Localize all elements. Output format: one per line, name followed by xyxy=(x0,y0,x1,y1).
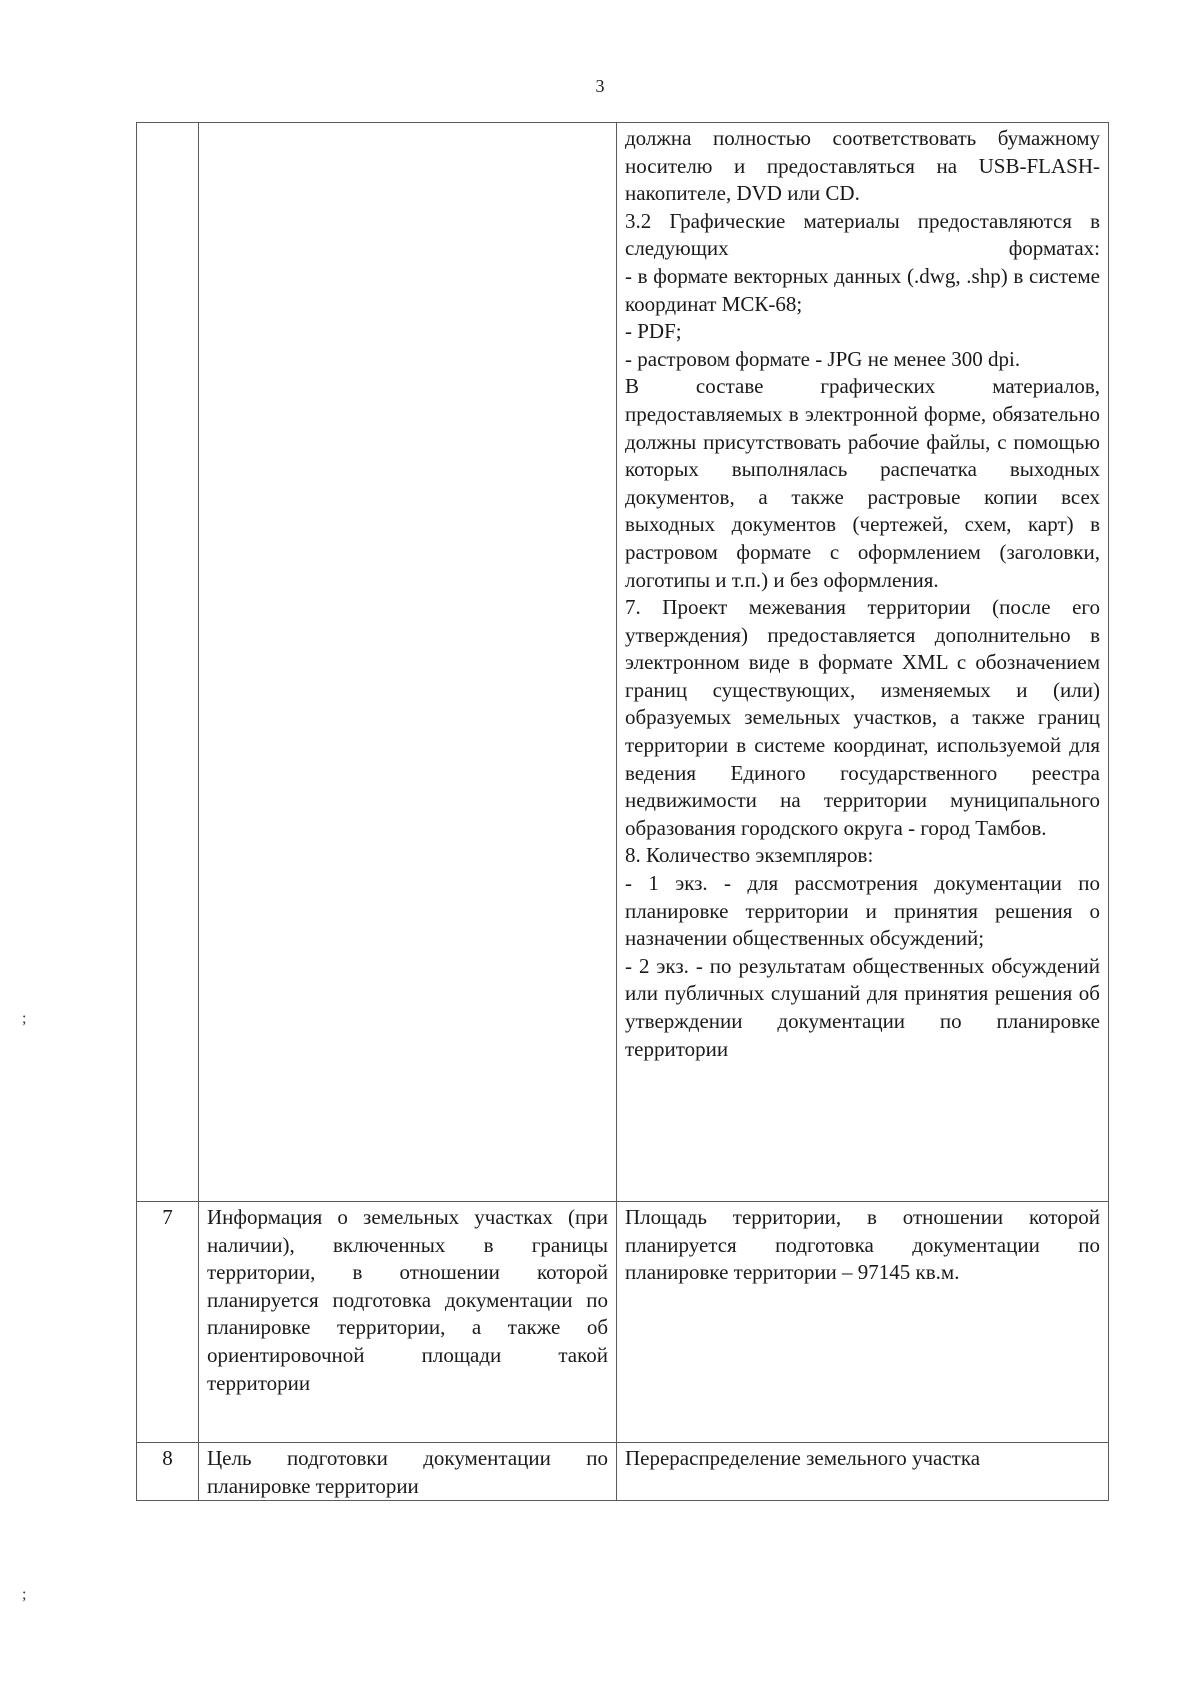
row-content-cell xyxy=(617,1443,1109,1501)
margin-mark: ; xyxy=(22,1010,27,1027)
content-paragraph: - растровом формате - JPG не менее 300 dpi. xyxy=(625,346,1021,371)
content-paragraph: - в формате векторных данных (.dwg, .shp) в системе координат МСК-68; xyxy=(625,263,1100,316)
row-title-cell xyxy=(199,1202,617,1443)
content-paragraph: - 2 экз. - по результатам общественных обсуждений или публичных слушаний для принятия решения об утверждении документации по планировке территории xyxy=(625,953,1100,1061)
row-content: Площадь территории, в отношении которой планируется подготовка документации по планировке территории – 97145 кв.м. xyxy=(625,1205,1100,1285)
row-content-cell xyxy=(617,123,1109,1202)
content-paragraph: 7. Проект межевания территории (после его утверждения) предоставляется дополнительно в электронном виде в формате XML с обозначением границ существующих, изменяемых и (или) образуемых земельных участков, а также границ территории в системе координат, используемой для ведения Единого государственного реестра недвижимости на территории муниципального образования городского округа - город Тамбов. xyxy=(625,595,1100,840)
content-paragraph: 8. Количество экземпляров: xyxy=(625,843,874,868)
row-title: Информация о земельных участках (при наличии), включенных в границы территории, в отношении которой планируется подготовка документации по планировке территории, а также об ориентировочной площади такой территории xyxy=(207,1205,608,1395)
content-paragraph: - PDF; xyxy=(625,319,682,344)
content-paragraph: должна полностью соответствовать бумажному носителю и предоставляться на USB-FLASH-накопителе, DVD или CD. xyxy=(625,126,1100,206)
content-paragraph: - 1 экз. - для рассмотрения документации по планировке территории и принятия решения о назначении общественных обсуждений; xyxy=(625,871,1100,951)
table-row xyxy=(137,1202,1109,1443)
content-paragraph: В составе графических материалов, предоставляемых в электронной форме, обязательно должны присутствовать рабочие файлы, с помощью которых выполнялась распечатка выходных документов, а также растровые копии всех выходных документов (чертежей, схем, карт) в растровом формате с оформлением (заголовки, логотипы и т.п.) и без оформления. xyxy=(625,374,1100,592)
requirements-table xyxy=(136,122,1109,1501)
row-number-cell: 8 xyxy=(137,1443,199,1501)
row-title-cell xyxy=(199,123,617,1202)
row-content-cell xyxy=(617,1202,1109,1443)
row-title: Цель подготовки документации по планировке территории xyxy=(207,1446,608,1498)
row-content: Перераспределение земельного участка xyxy=(625,1446,981,1470)
row-number-cell xyxy=(137,123,199,1202)
row-number-cell: 7 xyxy=(137,1202,199,1443)
row-title-cell xyxy=(199,1443,617,1501)
page-number: 3 xyxy=(595,76,605,96)
table-row xyxy=(137,1443,1109,1501)
content-paragraph: 3.2 Графические материалы предоставляются в следующих форматах: xyxy=(625,208,1100,261)
margin-mark: ; xyxy=(22,1586,27,1603)
table-row xyxy=(137,123,1109,1202)
